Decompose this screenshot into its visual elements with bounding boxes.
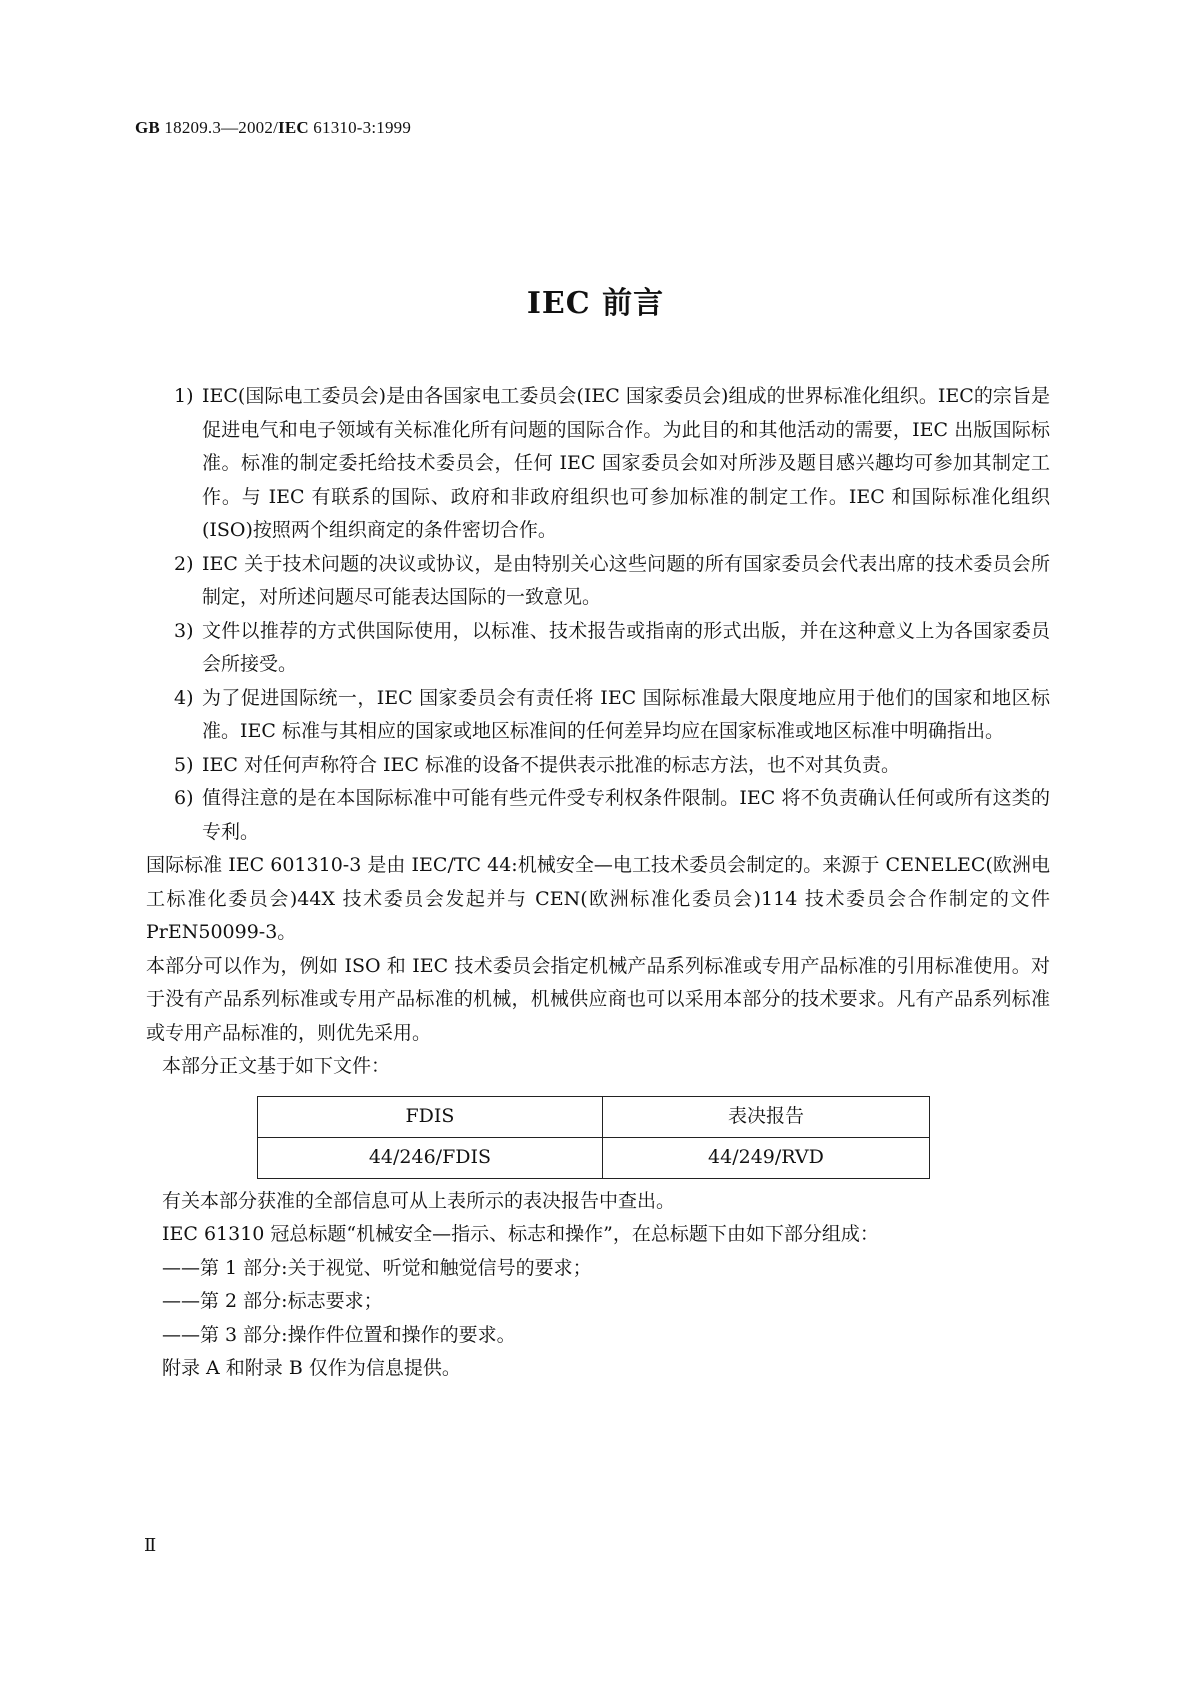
list-item-number: 5): [174, 753, 194, 776]
table-header-voting-report: 表决报告: [602, 1096, 929, 1137]
paragraph-usage: [146, 950, 1050, 1051]
table-cell-fdis: 44/246/FDIS: [258, 1137, 603, 1178]
list-item-text: 为了促进国际统一，IEC 国家委员会有责任将 IEC 国际标准最大限度地应用于他们的国家和地区标准。IEC 标准与其相应的国家或地区标准间的任何差异均应在国家标准或地区标准中明确指出。: [202, 686, 1050, 742]
part-list-item: ——第 1 部分:关于视觉、听觉和触觉信号的要求；: [162, 1256, 592, 1279]
list-item-text: IEC(国际电工委员会)是由各国家电工委员会(IEC 国家委员会)组成的世界标准化组织。IEC的宗旨是促进电气和电子领域有关标准化所有问题的国际合作。为此目的和其他活动的需要，IEC 出版国际标准。标准的制定委托给技术委员会，任何 IEC 国家委员会如对所涉及题目感兴趣均可参加其制定工作。与 IEC 有联系的国际、政府和非政府组织也可参加标准的制定工作。IEC 和国际标准化组织(ISO)按照两个组织商定的条件密切合作。: [202, 385, 1050, 541]
list-item-text: 文件以推荐的方式供国际使用，以标准、技术报告或指南的形式出版，并在这种意义上为各国家委员会所接受。: [202, 619, 1050, 675]
voting-table: [257, 1096, 930, 1179]
page-title: IEC 前言: [526, 286, 665, 321]
header-iec-code: IEC: [278, 118, 309, 137]
paragraph-basis: 本部分正文基于如下文件：: [162, 1055, 391, 1077]
page-number: Ⅱ: [144, 1535, 157, 1555]
list-item: [174, 749, 1050, 783]
list-item: [174, 615, 1050, 682]
list-item-text: IEC 对任何声称符合 IEC 标准的设备不提供表示批准的标志方法，也不对其负责。: [202, 753, 900, 776]
list-item: [174, 380, 1050, 548]
document-code-header: [135, 118, 411, 138]
document-body: [146, 380, 1050, 1386]
list-item-number: 6): [174, 787, 194, 809]
header-gb-number: 18209.3—2002/: [159, 118, 278, 137]
list-item: [174, 548, 1050, 615]
paragraph-usage-text: 本部分可以作为，例如 ISO 和 IEC 技术委员会指定机械产品系列标准或专用产品标准的引用标准使用。对于没有产品系列标准或专用产品标准的机械，机械供应商也可以采用本部分的技术要求。凡有产品系列标准或专用产品标准的，则优先采用。: [146, 954, 1050, 1044]
paragraph-origin: [146, 849, 1050, 950]
list-item-number: 2): [174, 552, 194, 575]
list-item: [174, 782, 1050, 849]
list-item-text: IEC 关于技术问题的决议或协议，是由特别关心这些问题的所有国家委员会代表出席的技术委员会所制定，对所述问题尽可能表达国际的一致意见。: [202, 552, 1050, 608]
list-item-number: 1): [174, 385, 194, 407]
header-iec-number: 61310-3:1999: [308, 118, 412, 137]
part-list-item: ——第 3 部分:操作件位置和操作的要求。: [162, 1323, 516, 1346]
paragraph-approval-info: 有关本部分获准的全部信息可从上表所示的表决报告中查出。: [162, 1189, 676, 1212]
list-item-number: 3): [174, 619, 194, 642]
list-item: [174, 682, 1050, 749]
table-header-fdis: FDIS: [258, 1096, 603, 1137]
paragraph-general-title: IEC 61310 冠总标题“机械安全—指示、标志和操作”，在总标题下由如下部分组成：: [162, 1223, 879, 1245]
part-list-item: ——第 2 部分:标志要求；: [162, 1290, 383, 1312]
list-item-number: 4): [174, 686, 194, 709]
list-item-text: 值得注意的是在本国际标准中可能有些元件受专利权条件限制。IEC 将不负责确认任何或所有这类的专利。: [202, 787, 1050, 843]
header-gb-code: GB: [135, 118, 160, 137]
paragraph-annex-note: 附录 A 和附录 B 仅作为信息提供。: [162, 1357, 461, 1379]
paragraph-origin-text: 国际标准 IEC 601310-3 是由 IEC/TC 44:机械安全—电工技术委员会制定的。来源于 CENELEC(欧洲电工标准化委员会)44X 技术委员会发起并与 CEN(欧洲标准化委员会)114 技术委员会合作制定的文件 PrEN50099-3。: [146, 854, 1050, 943]
table-cell-rvd: 44/249/RVD: [602, 1137, 929, 1178]
